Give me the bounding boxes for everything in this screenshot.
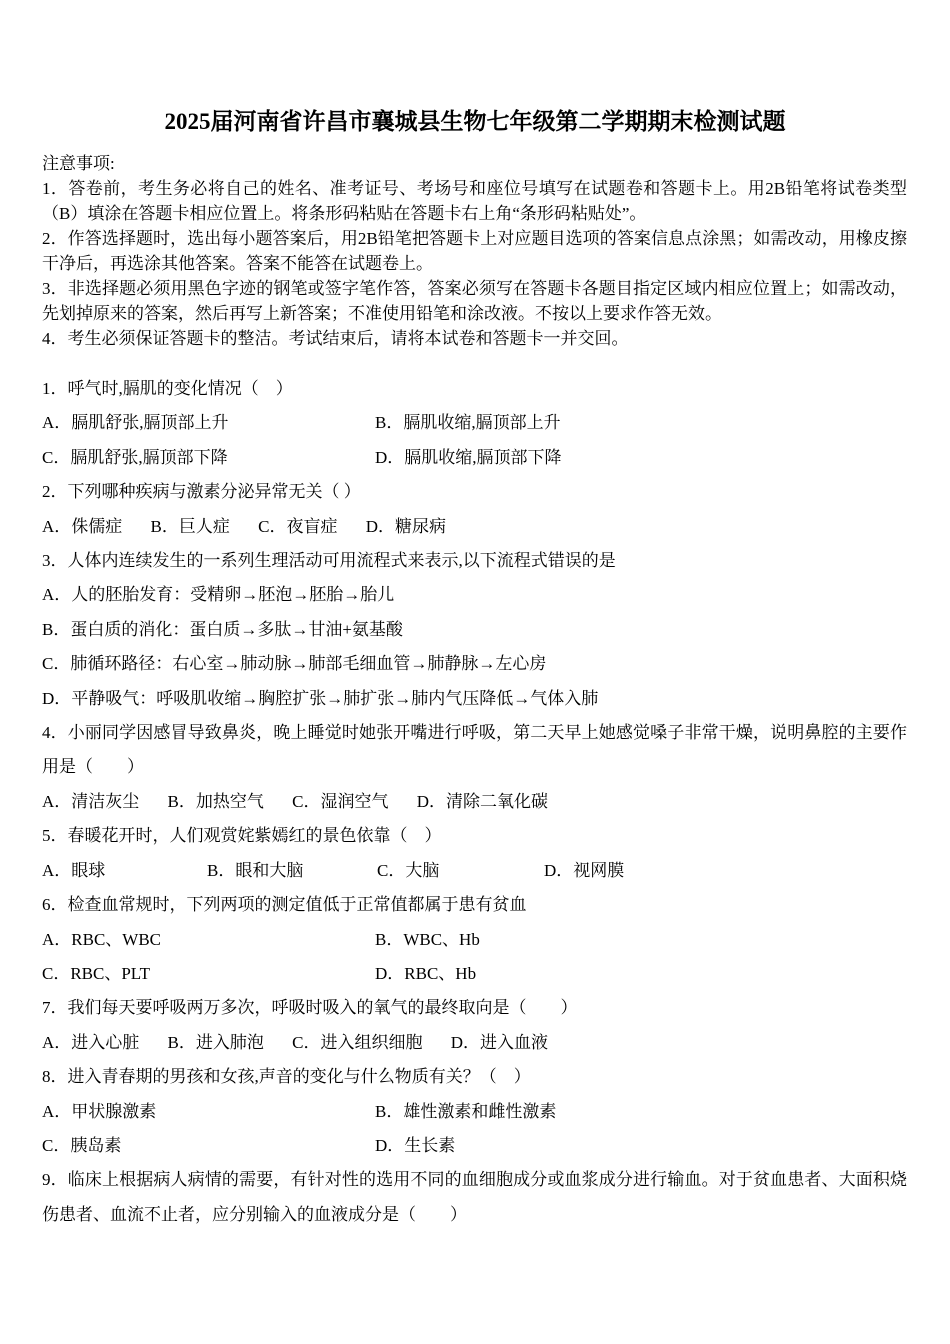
question-5-option-d: D．视网膜 xyxy=(544,860,625,880)
question-6-option-d: D．RBC、Hb xyxy=(375,963,477,983)
question-8-option-a: A．甲状腺激素 xyxy=(42,1101,157,1121)
question-3-option-a: A．人的胚胎发育：受精卵→胚泡→胚胎→胎儿 xyxy=(42,585,395,605)
question-7-option-a: A．进入心脏 xyxy=(42,1032,140,1052)
question-7-option-b: B．进入肺泡 xyxy=(167,1032,264,1052)
question-1-option-b: B．膈肌收缩,膈顶部上升 xyxy=(375,413,561,433)
page-title: 2025届河南省许昌市襄城县生物七年级第二学期期末检测试题 xyxy=(164,109,786,134)
question-8 xyxy=(42,1060,907,1163)
question-5-option-b: B．眼和大脑 xyxy=(207,860,304,880)
question-5 xyxy=(42,819,907,888)
question-8-option-c: C．胰岛素 xyxy=(42,1135,122,1155)
question-8-options xyxy=(42,1095,907,1164)
question-3-stem: 3．人体内连续发生的一系列生理活动可用流程式来表示,以下流程式错误的是 xyxy=(42,551,616,571)
question-6-options xyxy=(42,923,907,992)
question-1-option-a: A．膈肌舒张,膈顶部上升 xyxy=(42,413,229,433)
question-6-stem: 6．检查血常规时，下列两项的测定值低于正常值都属于患有贫血 xyxy=(42,895,527,915)
question-8-stem: 8．进入青春期的男孩和女孩,声音的变化与什么物质有关？（ ） xyxy=(42,1067,531,1087)
question-2-options xyxy=(42,510,907,544)
question-5-options xyxy=(42,854,907,888)
question-4-option-c: C．湿润空气 xyxy=(292,791,389,811)
question-4-option-d: D．清除二氧化碳 xyxy=(416,791,548,811)
question-2-stem: 2．下列哪种疾病与激素分泌异常无关（ ） xyxy=(42,482,361,502)
notice-section xyxy=(42,151,907,351)
questions-section xyxy=(42,372,907,1232)
question-1-stem: 1．呼气时,膈肌的变化情况（ ） xyxy=(42,379,293,398)
question-9-stem: 9．临床上根据病人病情的需要，有针对性的选用不同的血细胞成分或血浆成分进行输血。对于贫血患者、大面积烧伤患者、血流不止者，应分别输入的血液成分是（ ） xyxy=(42,1170,907,1224)
question-3 xyxy=(42,544,907,716)
question-7 xyxy=(42,991,907,1060)
question-3-option-d: D．平静吸气：呼吸肌收缩→胸腔扩张→肺扩张→肺内气压降低→气体入肺 xyxy=(42,688,599,708)
notice-item-4: 4．考生必须保证答题卡的整洁。考试结束后，请将本试卷和答题卡一并交回。 xyxy=(42,329,629,348)
question-5-option-c: C．大脑 xyxy=(377,860,440,880)
question-2-option-a: A．侏儒症 xyxy=(42,516,123,536)
question-3-option-b: B．蛋白质的消化：蛋白质→多肽→甘油+氨基酸 xyxy=(42,619,403,639)
question-7-stem: 7．我们每天要呼吸两万多次，呼吸时吸入的氧气的最终取向是（ ） xyxy=(42,998,578,1018)
question-4-options xyxy=(42,785,907,819)
notice-item-2: 2．作答选择题时，选出每小题答案后，用2B铅笔把答题卡上对应题目选项的答案信息点涂黑；如需改动，用橡皮擦干净后，再选涂其他答案。答案不能答在试题卷上。 xyxy=(42,229,907,273)
question-1-options xyxy=(42,406,907,475)
question-6 xyxy=(42,888,907,991)
question-7-options xyxy=(42,1026,907,1060)
question-1-option-d: D．膈肌收缩,膈顶部下降 xyxy=(375,447,562,467)
notice-item-3: 3．非选择题必须用黑色字迹的钢笔或签字笔作答，答案必须写在答题卡各题目指定区域内相应位置上；如需改动，先划掉原来的答案，然后再写上新答案；不准使用铅笔和涂改液。不按以上要求作答无效。 xyxy=(42,279,907,323)
question-6-option-b: B．WBC、Hb xyxy=(375,929,480,949)
notice-heading: 注意事项: xyxy=(42,154,115,173)
question-5-option-a: A．眼球 xyxy=(42,860,106,880)
question-2-option-b: B．巨人症 xyxy=(150,516,230,536)
question-4 xyxy=(42,716,907,819)
question-1 xyxy=(42,372,907,475)
question-2 xyxy=(42,475,907,544)
question-2-option-d: D．糖尿病 xyxy=(365,516,446,536)
question-4-stem: 4．小丽同学因感冒导致鼻炎，晚上睡觉时她张开嘴进行呼吸，第二天早上她感觉嗓子非常干燥，说明鼻腔的主要作用是（ ） xyxy=(42,723,907,777)
question-3-option-c: C．肺循环路径：右心室→肺动脉→肺部毛细血管→肺静脉→左心房 xyxy=(42,654,547,674)
question-6-option-c: C．RBC、PLT xyxy=(42,963,151,983)
question-5-stem: 5．春暖花开时，人们观赏姹紫嫣红的景色依靠（ ） xyxy=(42,826,442,846)
question-2-option-c: C．夜盲症 xyxy=(258,516,338,536)
question-8-option-d: D．生长素 xyxy=(375,1135,456,1155)
question-1-option-c: C．膈肌舒张,膈顶部下降 xyxy=(42,447,228,467)
question-4-option-a: A．清洁灰尘 xyxy=(42,791,140,811)
question-9 xyxy=(42,1163,907,1232)
notice-item-1: 1．答卷前，考生务必将自己的姓名、准考证号、考场号和座位号填写在试题卷和答题卡上。用2B铅笔将试卷类型（B）填涂在答题卡相应位置上。将条形码粘贴在答题卡右上角“条形码粘贴处”。 xyxy=(42,179,907,223)
question-6-option-a: A．RBC、WBC xyxy=(42,929,162,949)
question-4-option-b: B．加热空气 xyxy=(167,791,264,811)
question-7-option-d: D．进入血液 xyxy=(450,1032,548,1052)
question-8-option-b: B．雄性激素和雌性激素 xyxy=(375,1101,557,1121)
question-7-option-c: C．进入组织细胞 xyxy=(292,1032,423,1052)
